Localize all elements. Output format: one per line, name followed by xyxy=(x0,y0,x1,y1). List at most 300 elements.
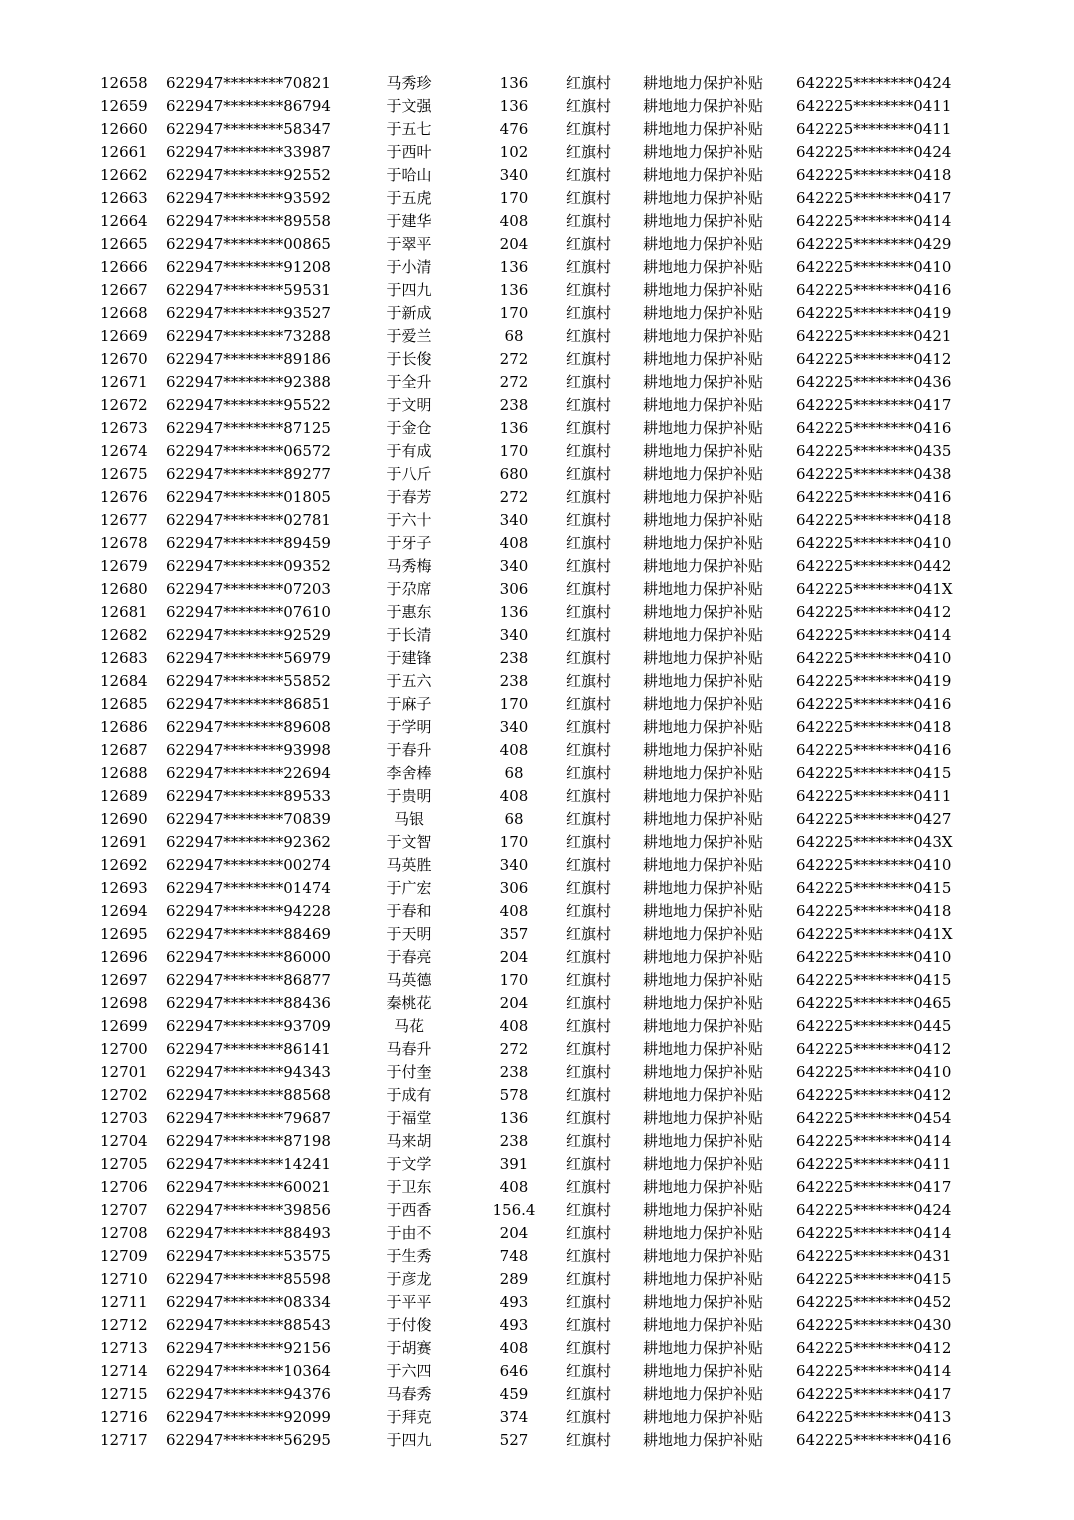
table-row xyxy=(0,1061,1074,1084)
recipient-name: 于麻子 xyxy=(386,695,432,713)
subsidy-type: 耕地地力保护补贴 xyxy=(643,1155,764,1173)
subsidy-amount: 408 xyxy=(499,1178,529,1196)
account-number: 622947********09352 xyxy=(166,557,331,575)
subsidy-type: 耕地地力保护补贴 xyxy=(643,672,764,690)
id-number: 642225********0410 xyxy=(796,258,952,276)
id-number: 642225********0415 xyxy=(796,764,952,782)
row-number: 12677 xyxy=(100,511,148,529)
account-number: 622947********01474 xyxy=(166,879,331,897)
table-row xyxy=(0,1429,1074,1452)
subsidy-amount: 204 xyxy=(499,235,529,253)
id-number: 642225********0421 xyxy=(796,327,952,345)
subsidy-amount: 68 xyxy=(504,327,524,345)
id-number: 642225********0412 xyxy=(796,1086,952,1104)
row-number: 12704 xyxy=(100,1132,148,1150)
subsidy-amount: 408 xyxy=(499,1339,529,1357)
village-name: 红旗村 xyxy=(566,74,612,92)
subsidy-amount: 306 xyxy=(499,580,529,598)
row-number: 12715 xyxy=(100,1385,148,1403)
subsidy-type: 耕地地力保护补贴 xyxy=(643,718,764,736)
id-number: 642225********0412 xyxy=(796,1040,952,1058)
row-number: 12710 xyxy=(100,1270,148,1288)
subsidy-amount: 136 xyxy=(499,1109,529,1127)
recipient-name: 于卫东 xyxy=(386,1178,432,1196)
subsidy-type: 耕地地力保护补贴 xyxy=(643,902,764,920)
account-number: 622947********88469 xyxy=(166,925,331,943)
account-number: 622947********89277 xyxy=(166,465,331,483)
account-number: 622947********88436 xyxy=(166,994,331,1012)
row-number: 12697 xyxy=(100,971,148,989)
subsidy-amount: 136 xyxy=(499,603,529,621)
subsidy-amount: 170 xyxy=(499,695,529,713)
subsidy-amount: 272 xyxy=(499,1040,529,1058)
subsidy-amount: 204 xyxy=(499,1224,529,1242)
village-name: 红旗村 xyxy=(566,1017,612,1035)
subsidy-amount: 748 xyxy=(499,1247,529,1265)
table-row xyxy=(0,1337,1074,1360)
recipient-name: 于全升 xyxy=(386,373,432,391)
recipient-name: 于贵明 xyxy=(386,787,432,805)
account-number: 622947********94376 xyxy=(166,1385,331,1403)
id-number: 642225********0412 xyxy=(796,350,952,368)
account-number: 622947********86000 xyxy=(166,948,331,966)
recipient-name: 于六十 xyxy=(386,511,432,529)
subsidy-type: 耕地地力保护补贴 xyxy=(643,327,764,345)
id-number: 642225********0414 xyxy=(796,1362,952,1380)
subsidy-type: 耕地地力保护补贴 xyxy=(643,350,764,368)
row-number: 12667 xyxy=(100,281,148,299)
id-number: 642225********0417 xyxy=(796,1385,952,1403)
table-row xyxy=(0,394,1074,417)
subsidy-amount: 646 xyxy=(499,1362,529,1380)
subsidy-type: 耕地地力保护补贴 xyxy=(643,1109,764,1127)
recipient-name: 于春和 xyxy=(386,902,432,920)
village-name: 红旗村 xyxy=(566,166,612,184)
village-name: 红旗村 xyxy=(566,1362,612,1380)
recipient-name: 于金仓 xyxy=(386,419,432,437)
table-row xyxy=(0,601,1074,624)
subsidy-amount: 170 xyxy=(499,304,529,322)
row-number: 12711 xyxy=(100,1293,148,1311)
id-number: 642225********0416 xyxy=(796,488,952,506)
row-number: 12700 xyxy=(100,1040,148,1058)
table-row xyxy=(0,164,1074,187)
row-number: 12683 xyxy=(100,649,148,667)
table-row xyxy=(0,716,1074,739)
account-number: 622947********06572 xyxy=(166,442,331,460)
table-row xyxy=(0,532,1074,555)
village-name: 红旗村 xyxy=(566,373,612,391)
recipient-name: 于建锋 xyxy=(386,649,432,667)
id-number: 642225********0410 xyxy=(796,948,952,966)
row-number: 12689 xyxy=(100,787,148,805)
row-number: 12674 xyxy=(100,442,148,460)
table-row xyxy=(0,808,1074,831)
account-number: 622947********60021 xyxy=(166,1178,331,1196)
row-number: 12672 xyxy=(100,396,148,414)
row-number: 12716 xyxy=(100,1408,148,1426)
subsidy-amount: 340 xyxy=(499,626,529,644)
row-number: 12662 xyxy=(100,166,148,184)
row-number: 12682 xyxy=(100,626,148,644)
id-number: 642225********0414 xyxy=(796,626,952,644)
village-name: 红旗村 xyxy=(566,948,612,966)
village-name: 红旗村 xyxy=(566,787,612,805)
row-number: 12670 xyxy=(100,350,148,368)
row-number: 12668 xyxy=(100,304,148,322)
subsidy-type: 耕地地力保护补贴 xyxy=(643,1247,764,1265)
recipient-name: 马英德 xyxy=(386,971,432,989)
subsidy-amount: 289 xyxy=(499,1270,529,1288)
account-number: 622947********89558 xyxy=(166,212,331,230)
village-name: 红旗村 xyxy=(566,741,612,759)
account-number: 622947********93998 xyxy=(166,741,331,759)
table-row xyxy=(0,647,1074,670)
id-number: 642225********0436 xyxy=(796,373,952,391)
subsidy-amount: 136 xyxy=(499,419,529,437)
subsidy-type: 耕地地力保护补贴 xyxy=(643,764,764,782)
subsidy-amount: 340 xyxy=(499,166,529,184)
subsidy-amount: 374 xyxy=(499,1408,529,1426)
subsidy-type: 耕地地力保护补贴 xyxy=(643,465,764,483)
table-row xyxy=(0,486,1074,509)
table-row xyxy=(0,371,1074,394)
id-number: 642225********0429 xyxy=(796,235,952,253)
account-number: 622947********87125 xyxy=(166,419,331,437)
account-number: 622947********70839 xyxy=(166,810,331,828)
recipient-name: 于牙子 xyxy=(386,534,432,552)
recipient-name: 于文强 xyxy=(386,97,432,115)
subsidy-type: 耕地地力保护补贴 xyxy=(643,511,764,529)
account-number: 622947********94343 xyxy=(166,1063,331,1081)
subsidy-amount: 340 xyxy=(499,511,529,529)
table-row xyxy=(0,1038,1074,1061)
table-row xyxy=(0,1291,1074,1314)
village-name: 红旗村 xyxy=(566,143,612,161)
row-number: 12717 xyxy=(100,1431,148,1449)
table-row xyxy=(0,187,1074,210)
subsidy-amount: 408 xyxy=(499,534,529,552)
row-number: 12712 xyxy=(100,1316,148,1334)
account-number: 622947********33987 xyxy=(166,143,331,161)
subsidy-amount: 170 xyxy=(499,442,529,460)
village-name: 红旗村 xyxy=(566,902,612,920)
account-number: 622947********56295 xyxy=(166,1431,331,1449)
id-number: 642225********0417 xyxy=(796,189,952,207)
table-row xyxy=(0,1176,1074,1199)
subsidy-type: 耕地地力保护补贴 xyxy=(643,1017,764,1035)
table-row xyxy=(0,1268,1074,1291)
recipient-name: 于五虎 xyxy=(386,189,432,207)
id-number: 642225********0465 xyxy=(796,994,952,1012)
id-number: 642225********0438 xyxy=(796,465,952,483)
village-name: 红旗村 xyxy=(566,833,612,851)
id-number: 642225********0410 xyxy=(796,1063,952,1081)
subsidy-amount: 204 xyxy=(499,994,529,1012)
recipient-name: 于学明 xyxy=(386,718,432,736)
subsidy-table xyxy=(0,72,1074,1452)
subsidy-amount: 340 xyxy=(499,856,529,874)
subsidy-type: 耕地地力保护补贴 xyxy=(643,189,764,207)
subsidy-type: 耕地地力保护补贴 xyxy=(643,488,764,506)
account-number: 622947********86877 xyxy=(166,971,331,989)
id-number: 642225********0412 xyxy=(796,603,952,621)
row-number: 12706 xyxy=(100,1178,148,1196)
recipient-name: 于文智 xyxy=(386,833,432,851)
table-row xyxy=(0,1153,1074,1176)
account-number: 622947********88568 xyxy=(166,1086,331,1104)
subsidy-type: 耕地地力保护补贴 xyxy=(643,833,764,851)
village-name: 红旗村 xyxy=(566,1224,612,1242)
id-number: 642225********0424 xyxy=(796,74,952,92)
subsidy-type: 耕地地力保护补贴 xyxy=(643,787,764,805)
account-number: 622947********89186 xyxy=(166,350,331,368)
row-number: 12692 xyxy=(100,856,148,874)
account-number: 622947********56979 xyxy=(166,649,331,667)
recipient-name: 于彦龙 xyxy=(386,1270,432,1288)
recipient-name: 于文明 xyxy=(386,396,432,414)
village-name: 红旗村 xyxy=(566,764,612,782)
row-number: 12678 xyxy=(100,534,148,552)
subsidy-amount: 102 xyxy=(499,143,529,161)
subsidy-amount: 204 xyxy=(499,948,529,966)
row-number: 12693 xyxy=(100,879,148,897)
row-number: 12679 xyxy=(100,557,148,575)
row-number: 12684 xyxy=(100,672,148,690)
row-number: 12660 xyxy=(100,120,148,138)
row-number: 12709 xyxy=(100,1247,148,1265)
village-name: 红旗村 xyxy=(566,488,612,506)
account-number: 622947********86141 xyxy=(166,1040,331,1058)
recipient-name: 于惠东 xyxy=(386,603,432,621)
table-row xyxy=(0,95,1074,118)
id-number: 642225********0416 xyxy=(796,1431,952,1449)
subsidy-amount: 459 xyxy=(499,1385,529,1403)
subsidy-type: 耕地地力保护补贴 xyxy=(643,1224,764,1242)
subsidy-amount: 493 xyxy=(499,1316,529,1334)
recipient-name: 于爱兰 xyxy=(386,327,432,345)
id-number: 642225********0417 xyxy=(796,1178,952,1196)
subsidy-type: 耕地地力保护补贴 xyxy=(643,994,764,1012)
subsidy-type: 耕地地力保护补贴 xyxy=(643,649,764,667)
table-row xyxy=(0,854,1074,877)
id-number: 642225********0414 xyxy=(796,1132,952,1150)
id-number: 642225********041X xyxy=(796,580,953,598)
subsidy-type: 耕地地力保护补贴 xyxy=(643,1063,764,1081)
table-row xyxy=(0,946,1074,969)
village-name: 红旗村 xyxy=(566,856,612,874)
village-name: 红旗村 xyxy=(566,120,612,138)
village-name: 红旗村 xyxy=(566,212,612,230)
table-row xyxy=(0,1406,1074,1429)
subsidy-amount: 272 xyxy=(499,373,529,391)
id-number: 642225********0452 xyxy=(796,1293,952,1311)
account-number: 622947********87198 xyxy=(166,1132,331,1150)
recipient-name: 李舍棒 xyxy=(386,764,432,782)
table-row xyxy=(0,762,1074,785)
subsidy-type: 耕地地力保护补贴 xyxy=(643,1201,764,1219)
account-number: 622947********14241 xyxy=(166,1155,331,1173)
id-number: 642225********0411 xyxy=(796,97,952,115)
subsidy-amount: 156.4 xyxy=(492,1201,536,1219)
table-row xyxy=(0,72,1074,95)
id-number: 642225********0411 xyxy=(796,1155,952,1173)
village-name: 红旗村 xyxy=(566,718,612,736)
id-number: 642225********0410 xyxy=(796,534,952,552)
subsidy-amount: 306 xyxy=(499,879,529,897)
recipient-name: 秦桃花 xyxy=(386,994,432,1012)
account-number: 622947********93709 xyxy=(166,1017,331,1035)
account-number: 622947********00274 xyxy=(166,856,331,874)
account-number: 622947********58347 xyxy=(166,120,331,138)
account-number: 622947********92388 xyxy=(166,373,331,391)
table-row xyxy=(0,739,1074,762)
account-number: 622947********73288 xyxy=(166,327,331,345)
subsidy-amount: 68 xyxy=(504,764,524,782)
village-name: 红旗村 xyxy=(566,672,612,690)
subsidy-type: 耕地地力保护补贴 xyxy=(643,396,764,414)
account-number: 622947********92529 xyxy=(166,626,331,644)
subsidy-type: 耕地地力保护补贴 xyxy=(643,1431,764,1449)
recipient-name: 于长俊 xyxy=(386,350,432,368)
village-name: 红旗村 xyxy=(566,1040,612,1058)
row-number: 12686 xyxy=(100,718,148,736)
village-name: 红旗村 xyxy=(566,235,612,253)
id-number: 642225********0416 xyxy=(796,741,952,759)
subsidy-type: 耕地地力保护补贴 xyxy=(643,603,764,621)
subsidy-type: 耕地地力保护补贴 xyxy=(643,948,764,966)
row-number: 12661 xyxy=(100,143,148,161)
table-row xyxy=(0,877,1074,900)
village-name: 红旗村 xyxy=(566,810,612,828)
account-number: 622947********92552 xyxy=(166,166,331,184)
subsidy-amount: 340 xyxy=(499,718,529,736)
subsidy-amount: 136 xyxy=(499,258,529,276)
account-number: 622947********89533 xyxy=(166,787,331,805)
id-number: 642225********0419 xyxy=(796,672,952,690)
row-number: 12681 xyxy=(100,603,148,621)
id-number: 642225********041X xyxy=(796,925,953,943)
table-row xyxy=(0,624,1074,647)
subsidy-type: 耕地地力保护补贴 xyxy=(643,1293,764,1311)
row-number: 12714 xyxy=(100,1362,148,1380)
row-number: 12687 xyxy=(100,741,148,759)
id-number: 642225********0424 xyxy=(796,1201,952,1219)
village-name: 红旗村 xyxy=(566,281,612,299)
row-number: 12707 xyxy=(100,1201,148,1219)
account-number: 622947********93592 xyxy=(166,189,331,207)
recipient-name: 于西香 xyxy=(386,1201,432,1219)
row-number: 12705 xyxy=(100,1155,148,1173)
table-row xyxy=(0,923,1074,946)
row-number: 12659 xyxy=(100,97,148,115)
village-name: 红旗村 xyxy=(566,1132,612,1150)
table-row xyxy=(0,1107,1074,1130)
table-row xyxy=(0,509,1074,532)
subsidy-type: 耕地地力保护补贴 xyxy=(643,925,764,943)
recipient-name: 马春升 xyxy=(386,1040,432,1058)
row-number: 12669 xyxy=(100,327,148,345)
subsidy-amount: 408 xyxy=(499,1017,529,1035)
table-row xyxy=(0,831,1074,854)
account-number: 622947********92156 xyxy=(166,1339,331,1357)
account-number: 622947********00865 xyxy=(166,235,331,253)
row-number: 12690 xyxy=(100,810,148,828)
account-number: 622947********85598 xyxy=(166,1270,331,1288)
village-name: 红旗村 xyxy=(566,1385,612,1403)
subsidy-amount: 170 xyxy=(499,971,529,989)
subsidy-type: 耕地地力保护补贴 xyxy=(643,74,764,92)
recipient-name: 于春芳 xyxy=(386,488,432,506)
id-number: 642225********0416 xyxy=(796,281,952,299)
village-name: 红旗村 xyxy=(566,304,612,322)
recipient-name: 于天明 xyxy=(386,925,432,943)
subsidy-type: 耕地地力保护补贴 xyxy=(643,1339,764,1357)
subsidy-type: 耕地地力保护补贴 xyxy=(643,1132,764,1150)
row-number: 12663 xyxy=(100,189,148,207)
id-number: 642225********0445 xyxy=(796,1017,952,1035)
village-name: 红旗村 xyxy=(566,879,612,897)
id-number: 642225********0417 xyxy=(796,396,952,414)
table-row xyxy=(0,1015,1074,1038)
row-number: 12666 xyxy=(100,258,148,276)
account-number: 622947********79687 xyxy=(166,1109,331,1127)
recipient-name: 于拜克 xyxy=(386,1408,432,1426)
subsidy-type: 耕地地力保护补贴 xyxy=(643,1086,764,1104)
subsidy-amount: 170 xyxy=(499,833,529,851)
table-row xyxy=(0,233,1074,256)
id-number: 642225********0411 xyxy=(796,120,952,138)
village-name: 红旗村 xyxy=(566,534,612,552)
subsidy-amount: 68 xyxy=(504,810,524,828)
subsidy-type: 耕地地力保护补贴 xyxy=(643,1040,764,1058)
subsidy-type: 耕地地力保护补贴 xyxy=(643,1270,764,1288)
subsidy-type: 耕地地力保护补贴 xyxy=(643,143,764,161)
table-row xyxy=(0,1314,1074,1337)
row-number: 12675 xyxy=(100,465,148,483)
table-row xyxy=(0,1084,1074,1107)
village-name: 红旗村 xyxy=(566,626,612,644)
subsidy-type: 耕地地力保护补贴 xyxy=(643,1178,764,1196)
id-number: 642225********043X xyxy=(796,833,953,851)
id-number: 642225********0414 xyxy=(796,1224,952,1242)
account-number: 622947********08334 xyxy=(166,1293,331,1311)
subsidy-amount: 170 xyxy=(499,189,529,207)
account-number: 622947********91208 xyxy=(166,258,331,276)
row-number: 12665 xyxy=(100,235,148,253)
subsidy-amount: 272 xyxy=(499,350,529,368)
id-number: 642225********0418 xyxy=(796,511,952,529)
row-number: 12703 xyxy=(100,1109,148,1127)
village-name: 红旗村 xyxy=(566,189,612,207)
recipient-name: 马春秀 xyxy=(386,1385,432,1403)
recipient-name: 于文学 xyxy=(386,1155,432,1173)
subsidy-type: 耕地地力保护补贴 xyxy=(643,281,764,299)
recipient-name: 于八斤 xyxy=(386,465,432,483)
village-name: 红旗村 xyxy=(566,258,612,276)
account-number: 622947********53575 xyxy=(166,1247,331,1265)
recipient-name: 于春亮 xyxy=(386,948,432,966)
village-name: 红旗村 xyxy=(566,396,612,414)
row-number: 12673 xyxy=(100,419,148,437)
subsidy-type: 耕地地力保护补贴 xyxy=(643,258,764,276)
account-number: 622947********39856 xyxy=(166,1201,331,1219)
table-row xyxy=(0,325,1074,348)
village-name: 红旗村 xyxy=(566,97,612,115)
account-number: 622947********07610 xyxy=(166,603,331,621)
village-name: 红旗村 xyxy=(566,1086,612,1104)
account-number: 622947********22694 xyxy=(166,764,331,782)
